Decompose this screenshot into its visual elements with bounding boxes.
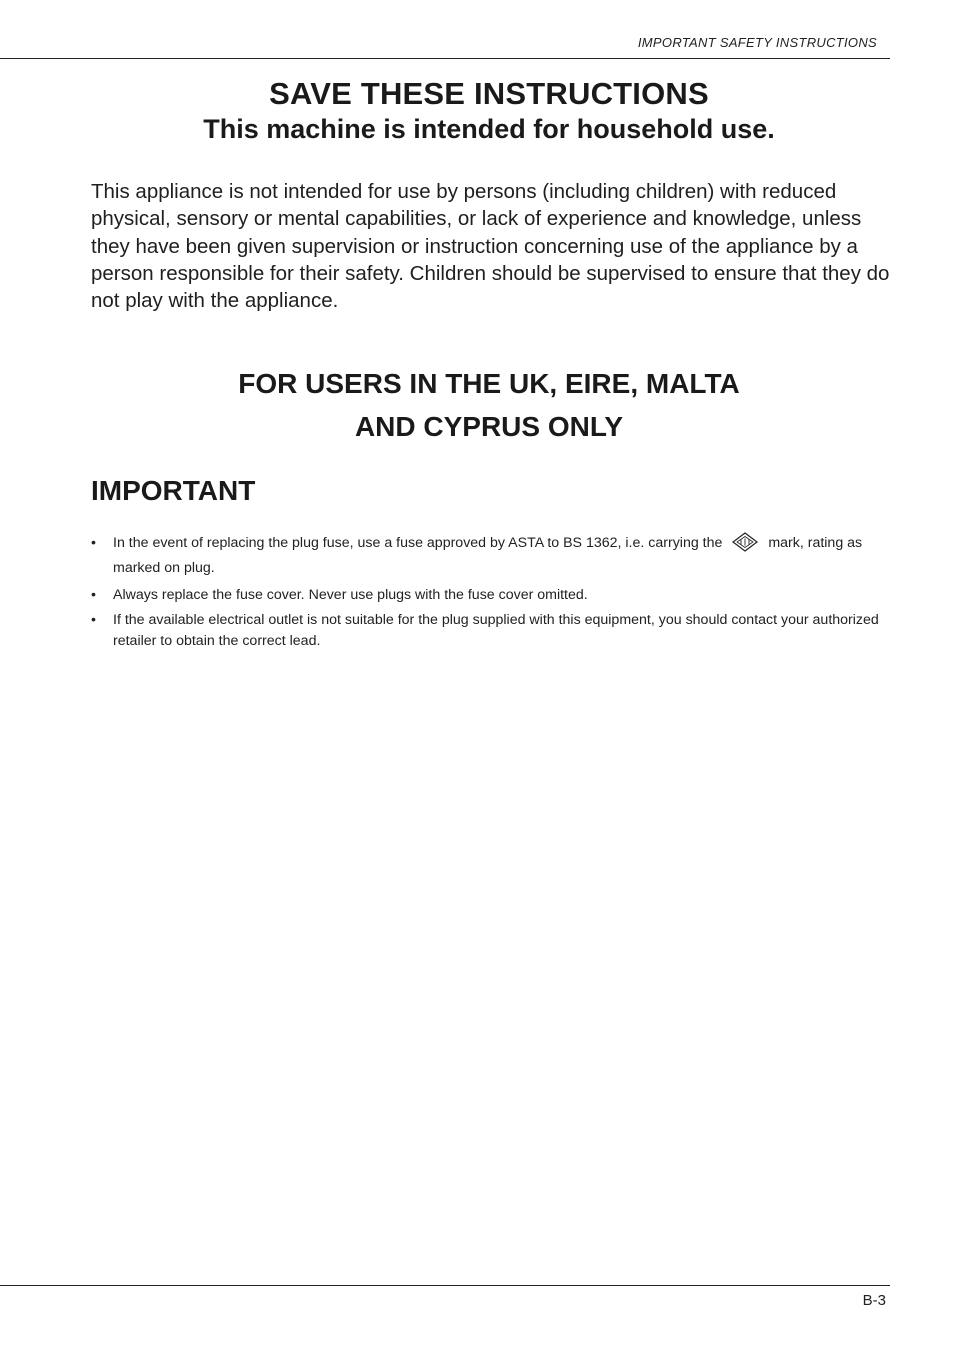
list-item <box>91 610 891 652</box>
page-subtitle: This machine is intended for household use. <box>203 114 775 144</box>
asta-mark-icon <box>732 532 758 552</box>
intro-paragraph: This appliance is not intended for use by persons (including children) with reduced physical, sensory or mental capabilities, or lack of experience and knowledge, unless they have been given supervision or instruction concerning use of the appliance by a person responsible for their safety. Children should be supervised to ensure that they do not play with the appliance. <box>91 180 890 313</box>
list-item <box>91 531 891 581</box>
running-header: IMPORTANT SAFETY INSTRUCTIONS <box>637 35 877 50</box>
footer-divider <box>0 1285 890 1286</box>
bullet-text: If the available electrical outlet is not suitable for the plug supplied with this equipment, you should contact your authorized retailer to obtain the correct lead. <box>113 612 879 649</box>
bullet-icon: • <box>91 587 96 603</box>
bullet-text-before-mark: In the event of replacing the plug fuse, use a fuse approved by ASTA to BS 1362, i.e. carrying the <box>113 535 723 551</box>
list-item <box>91 585 891 606</box>
header-divider <box>0 58 890 59</box>
uk-heading-line-2: AND CYPRUS ONLY <box>354 411 624 442</box>
bullet-text: Always replace the fuse cover. Never use plugs with the fuse cover omitted. <box>113 587 588 603</box>
bullet-icon: • <box>91 535 96 551</box>
bullet-text-after-mark: mark, rating as marked on plug. <box>113 535 863 576</box>
page-number: B-3 <box>862 1292 886 1309</box>
important-bullet-list <box>91 531 891 656</box>
bullet-icon: • <box>91 612 96 628</box>
important-heading: IMPORTANT <box>91 475 256 506</box>
uk-heading-line-1: FOR USERS IN THE UK, EIRE, MALTA <box>238 368 740 399</box>
uk-users-heading <box>0 362 954 448</box>
page-title: SAVE THESE INSTRUCTIONS <box>269 76 709 111</box>
